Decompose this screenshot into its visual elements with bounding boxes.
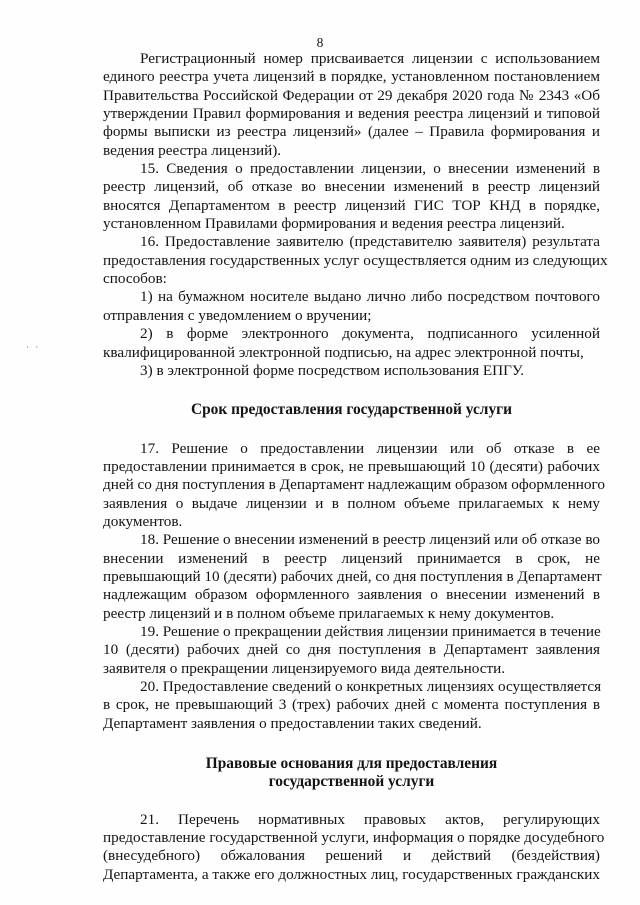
- text-line: 16. Предоставление заявителю (представителю заявителя) результата: [140, 233, 600, 251]
- text-line: превышающий 10 (десяти) рабочих дней, со дня поступления в Департамент: [103, 567, 602, 585]
- text-line: 18. Решение о внесении изменений в реестр лицензий или об отказе во: [140, 531, 600, 549]
- text-line: Правительства Российской Федерации от 29 декабря 2020 года № 2343 «Об: [103, 86, 600, 104]
- text-line: (внесудебного) обжалования решений и действий (бездействия): [103, 847, 600, 865]
- spacer: [103, 420, 600, 440]
- heading-line: Правовые основания для предоставления: [205, 755, 498, 773]
- text-line: заявителя о прекращении лицензируемого вида деятельности.: [103, 659, 506, 677]
- paragraph-19: [103, 623, 600, 678]
- page-number: 8: [316, 35, 324, 50]
- text-line: единого реестра учета лицензий в порядке, установленном постановлением: [103, 68, 600, 86]
- text-line: 21. Перечень нормативных правовых актов, регулирующих: [140, 810, 600, 828]
- text-line: документов.: [103, 512, 183, 530]
- text-line: дней со дня поступления в Департамент надлежащим образом оформленного: [103, 476, 605, 494]
- text-line: 3) в электронной форме посредством использования ЕПГУ.: [140, 361, 524, 379]
- page-content: [103, 50, 608, 884]
- text-line: внесении изменений в реестр лицензий принимается в срок, не: [103, 549, 600, 567]
- paragraph-16: [103, 233, 608, 288]
- spacer: [103, 380, 600, 401]
- text-line: 15. Сведения о предоставлении лицензии, о внесении изменений в: [140, 160, 600, 178]
- paragraph-20: [103, 678, 600, 733]
- heading-legal-basis: [103, 755, 600, 792]
- text-line: Регистрационный номер присваивается лицензии с использованием: [140, 50, 600, 67]
- heading-line: государственной услуги: [268, 773, 435, 791]
- text-line: надлежащим образом оформленного заявления о внесении изменений в: [103, 586, 600, 604]
- text-line: предоставления государственных услуг осуществляется одним из следующих: [103, 251, 608, 269]
- paragraph-17: [103, 439, 605, 532]
- text-line: установленном Правилами формирования и ведения реестра лицензий.: [103, 215, 565, 233]
- text-line: 1) на бумажном носителе выдано лично либо посредством почтового: [140, 288, 600, 306]
- text-line: реестр лицензий, об отказе во внесении изменений в реестр лицензий: [103, 178, 600, 196]
- paragraph-18: [103, 531, 600, 623]
- paragraph-15: [103, 160, 600, 233]
- text-line: ведения реестра лицензий).: [103, 141, 282, 159]
- text-line: заявления о выдаче лицензии и в полном объеме прилагаемых к нему: [103, 494, 600, 512]
- spacer: [103, 792, 600, 811]
- text-line: отправления с уведомлением о вручении;: [103, 306, 372, 324]
- text-line: 20. Предоставление сведений о конкретных лицензиях осуществляется: [140, 678, 602, 695]
- text-line: 19. Решение о прекращении действия лицензии принимается в течение: [140, 622, 601, 640]
- text-line: 2) в форме электронного документа, подписанного усиленной: [140, 325, 600, 343]
- paragraph-16-item-2: [103, 325, 600, 362]
- text-line: формы выписки из реестра лицензий» (далее – Правила формирования и: [103, 123, 600, 141]
- text-line: вносятся Департаментом в реестр лицензий ГИС ТОР КНД в порядке,: [103, 196, 600, 214]
- text-line: квалифицированной электронной подписью, на адрес электронной почты,: [103, 343, 584, 361]
- spacer: [103, 733, 600, 755]
- text-line: Департамента, а также его должностных лиц, государственных гражданских: [103, 865, 600, 883]
- text-line: способов:: [103, 270, 167, 288]
- paragraph-16-item-1: [103, 288, 600, 325]
- text-line: 17. Решение о предоставлении лицензии или об отказе в ее: [140, 439, 600, 457]
- registration-number-paragraph: [103, 50, 600, 160]
- paragraph-16-item-3: [103, 362, 600, 380]
- text-line: предоставлении принимается в срок, не превышающий 10 (десяти) рабочих: [103, 457, 600, 475]
- text-line: предоставление государственной услуги, информация о порядке досудебного: [103, 829, 605, 847]
- paragraph-21: [103, 810, 605, 884]
- heading-service-term: [103, 401, 600, 419]
- text-line: утверждении Правил формирования и ведения реестра лицензий и типовой: [103, 105, 600, 123]
- text-line: реестр лицензий и в полном объеме прилагаемых к нему документов.: [103, 604, 555, 622]
- heading-line: Срок предоставления государственной услуги: [191, 401, 512, 419]
- scan-artifact: · ·: [26, 342, 41, 352]
- text-line: в срок, не превышающий 3 (трех) рабочих дней с момента поступления в: [103, 696, 600, 714]
- text-line: 10 (десяти) рабочих дней со дня поступления в Департамент заявления: [103, 641, 600, 659]
- text-line: Департамент заявления о предоставлении таких сведений.: [103, 714, 482, 732]
